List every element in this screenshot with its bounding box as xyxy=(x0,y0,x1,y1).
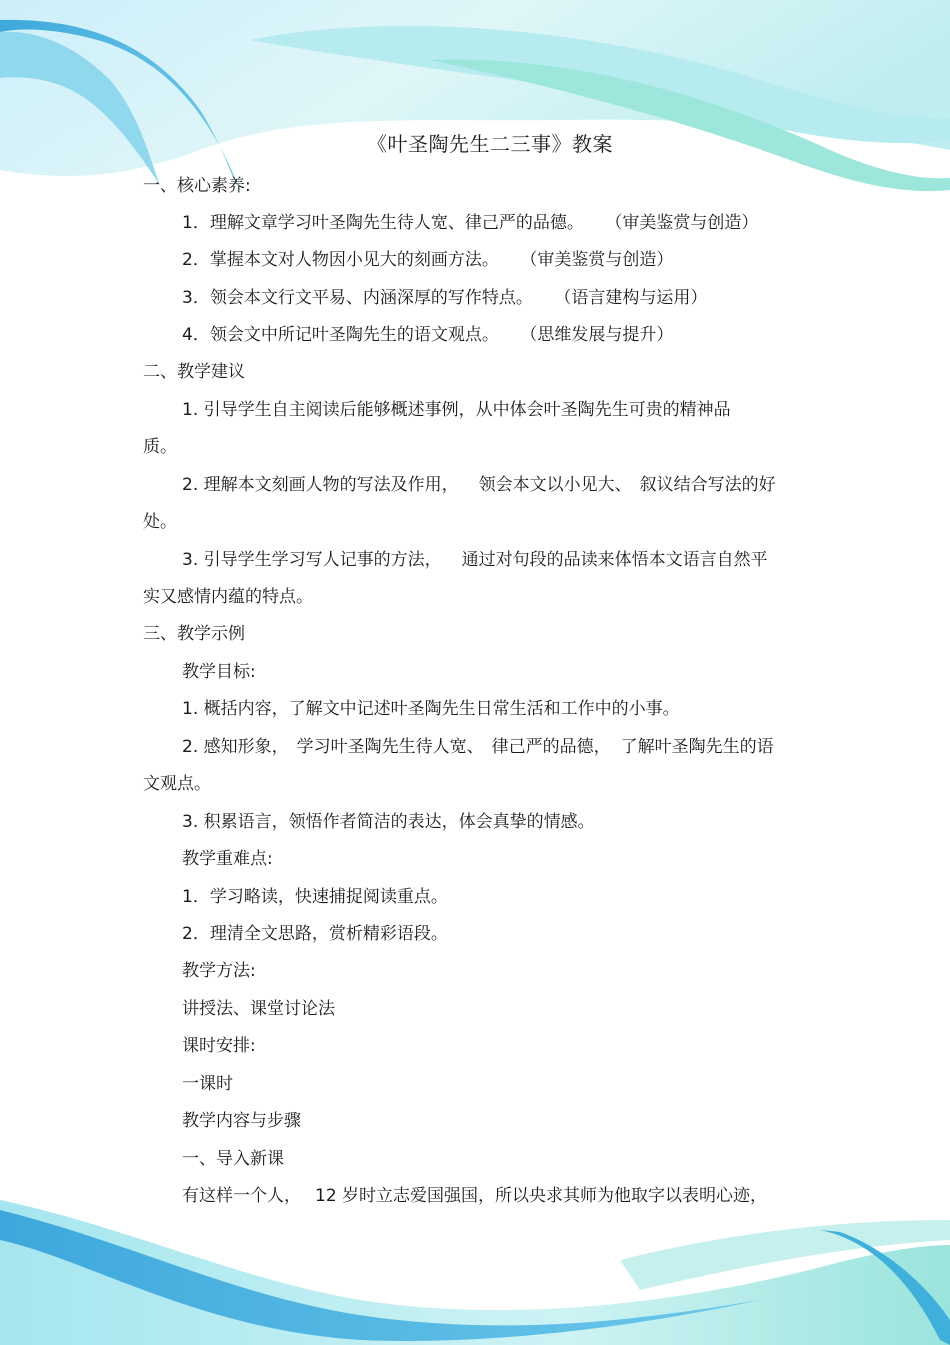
text-segment: 有这样一个人， xyxy=(182,1186,301,1206)
text-segment: 领会本文以小见大、 xyxy=(478,475,632,495)
method-heading: 教学方法: xyxy=(182,961,256,981)
suggestion-3-line-1 xyxy=(182,548,768,572)
suggestion-2-line-1 xyxy=(182,473,776,497)
goal-2-line-2: 文观点。 xyxy=(143,774,211,794)
text-segment: 了解叶圣陶先生的语 xyxy=(620,737,774,757)
key-point-1: 1．学习略读，快速捕捉阅读重点。 xyxy=(182,887,448,907)
step-1-text xyxy=(182,1184,767,1208)
section-heading-teaching-suggestions: 二、教学建议 xyxy=(143,362,245,382)
text-segment: 2. 感知形象， xyxy=(182,737,289,757)
text-segment: 2. 理解本文刻画人物的写法及作用， xyxy=(182,475,459,495)
core-item-text: 3．领会本文行文平易、内涵深厚的写作特点。 xyxy=(182,288,533,308)
goal-3: 3. 积累语言，领悟作者简洁的表达，体会真挚的情感。 xyxy=(182,812,595,832)
text-segment: 学习叶圣陶先生待人宽、 xyxy=(296,737,484,757)
core-item-text: 1．理解文章学习叶圣陶先生待人宽、律己严的品德。 xyxy=(182,213,584,233)
goals-heading: 教学目标: xyxy=(182,662,256,682)
text-segment: 叙议结合写法的好 xyxy=(639,475,776,495)
suggestion-2-line-2: 处。 xyxy=(143,512,177,532)
text-segment: 3. 引导学生学习写人记事的方法， xyxy=(182,550,442,570)
core-item-3 xyxy=(182,286,707,310)
goal-1: 1. 概括内容，了解文中记述叶圣陶先生日常生活和工作中的小事。 xyxy=(182,699,680,719)
time-text: 一课时 xyxy=(182,1074,233,1094)
key-points-heading: 教学重难点: xyxy=(182,849,273,869)
core-item-1 xyxy=(182,211,758,235)
method-text: 讲授法、课堂讨论法 xyxy=(182,999,335,1019)
document-title: 《叶圣陶先生二三事》教案 xyxy=(367,132,613,156)
text-segment: 通过对句段的品读来体悟本文语言自然平 xyxy=(461,550,768,570)
goal-2-line-1 xyxy=(182,735,774,759)
core-item-note: （审美鉴赏与创造） xyxy=(528,250,674,270)
core-item-4 xyxy=(182,323,673,347)
core-item-2 xyxy=(182,248,673,272)
section-heading-core-literacy: 一、核心素养: xyxy=(143,176,251,196)
core-item-note: （审美鉴赏与创造） xyxy=(613,213,759,233)
suggestion-3-line-2: 实又感情内蕴的特点。 xyxy=(143,587,313,607)
time-heading: 课时安排: xyxy=(182,1036,256,1056)
core-item-note: （思维发展与提升） xyxy=(528,325,674,345)
content-heading: 教学内容与步骤 xyxy=(182,1111,301,1131)
key-point-2: 2．理清全文思路，赏析精彩语段。 xyxy=(182,924,448,944)
text-segment: 12 岁时立志爱国强国，所以央求其师为他取字以表明心迹， xyxy=(315,1186,768,1206)
core-item-text: 2．掌握本文对人物因小见大的刻画方法。 xyxy=(182,250,499,270)
suggestion-1-line-1: 1. 引导学生自主阅读后能够概述事例，从中体会叶圣陶先生可贵的精神品 xyxy=(182,400,731,420)
section-heading-teaching-example: 三、教学示例 xyxy=(143,624,245,644)
step-1-heading: 一、导入新课 xyxy=(182,1149,284,1169)
core-item-note: （语言建构与运用） xyxy=(562,288,708,308)
suggestion-1-line-2: 质。 xyxy=(143,437,177,457)
text-segment: 律己严的品德， xyxy=(491,737,611,757)
core-item-text: 4．领会文中所记叶圣陶先生的语文观点。 xyxy=(182,325,499,345)
